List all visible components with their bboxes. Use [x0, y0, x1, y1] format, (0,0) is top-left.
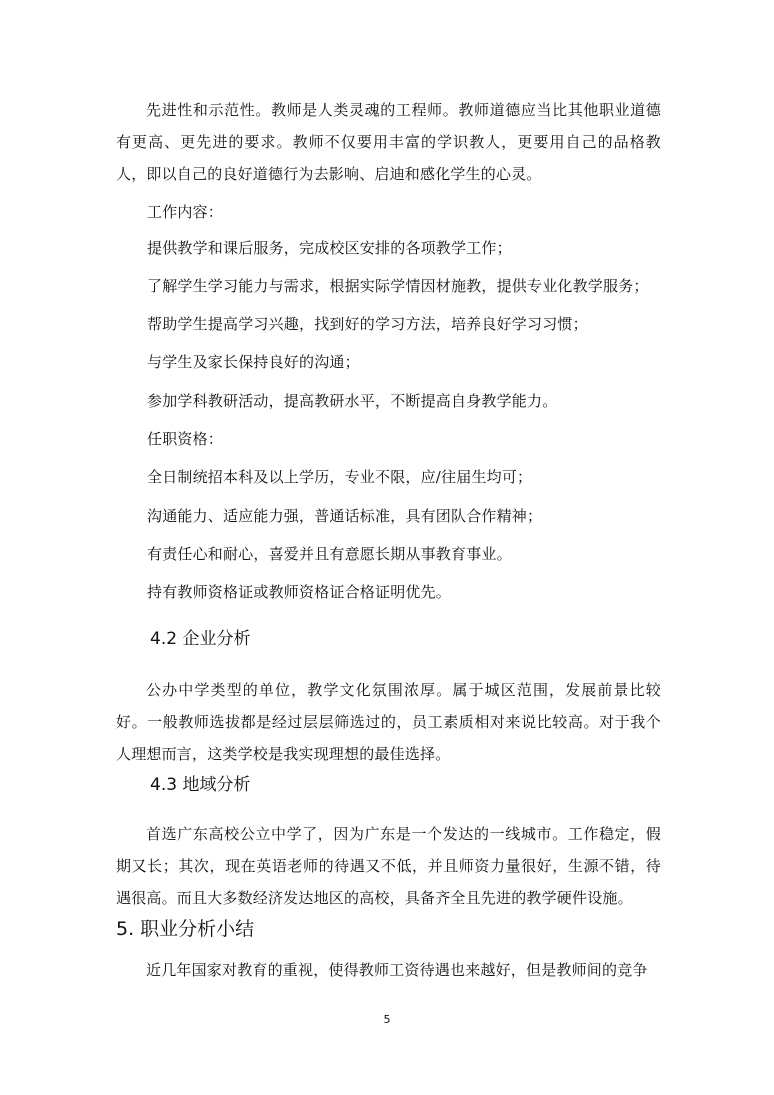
- qualification-item: 全日制统招本科及以上学历，专业不限，应/往届生均可；: [147, 468, 533, 486]
- qualification-item: 持有教师资格证或教师资格证合格证明优先。: [147, 583, 452, 601]
- page-number: 5: [383, 1013, 391, 1026]
- section-4-2-body: 公办中学类型的单位，教学文化氛围浓厚。属于城区范围，发展前景比较好。一般教师选拔都是经过层层筛选过的，员工素质相对来说比较高。对于我个人理想而言，这类学校是我实现理想的最佳选择。: [116, 681, 661, 763]
- work-item: 与学生及家长保持良好的沟通；: [147, 353, 360, 371]
- work-item: 了解学生学习能力与需求，根据实际学情因材施教，提供专业化教学服务；: [147, 277, 649, 295]
- qualifications-heading: 任职资格：: [147, 430, 224, 448]
- qualification-item: 有责任心和耐心，喜爱并且有意愿长期从事教育事业。: [147, 545, 512, 563]
- section-4-2-title: 4.2 企业分析: [150, 629, 251, 649]
- section-5-body: 近几年国家对教育的重视，使得教师工资待遇也来越好，但是教师间的竞争: [146, 961, 648, 979]
- section-4-3-title: 4.3 地域分析: [150, 775, 251, 795]
- work-item: 帮助学生提高学习兴趣，找到好的学习方法，培养良好学习习惯；: [147, 315, 588, 333]
- work-item: 参加学科教研活动，提高教研水平，不断提高自身教学能力。: [147, 392, 558, 410]
- section-4-3-body: 首选广东高校公立中学了，因为广东是一个发达的一线城市。工作稳定，假期又长；其次，现在英语老师的待遇又不低，并且师资力量很好，生源不错，待遇很高。而且大多数经济发达地区的高校，具备齐全且先进的教学硬件设施。: [116, 825, 661, 907]
- intro-paragraph: 先进性和示范性。教师是人类灵魂的工程师。教师道德应当比其他职业道德有更高、更先进的要求。教师不仅要用丰富的学识教人，更要用自己的品格教人，即以自己的良好道德行为去影响、启迪和感化学生的心灵。: [116, 101, 661, 183]
- section-5-title: 5. 职业分析小结: [116, 918, 255, 940]
- qualification-item: 沟通能力、适应能力强，普通话标准，具有团队合作精神；: [147, 507, 543, 525]
- work-item: 提供教学和课后服务，完成校区安排的各项教学工作；: [147, 239, 512, 257]
- work-content-heading: 工作内容：: [147, 203, 224, 221]
